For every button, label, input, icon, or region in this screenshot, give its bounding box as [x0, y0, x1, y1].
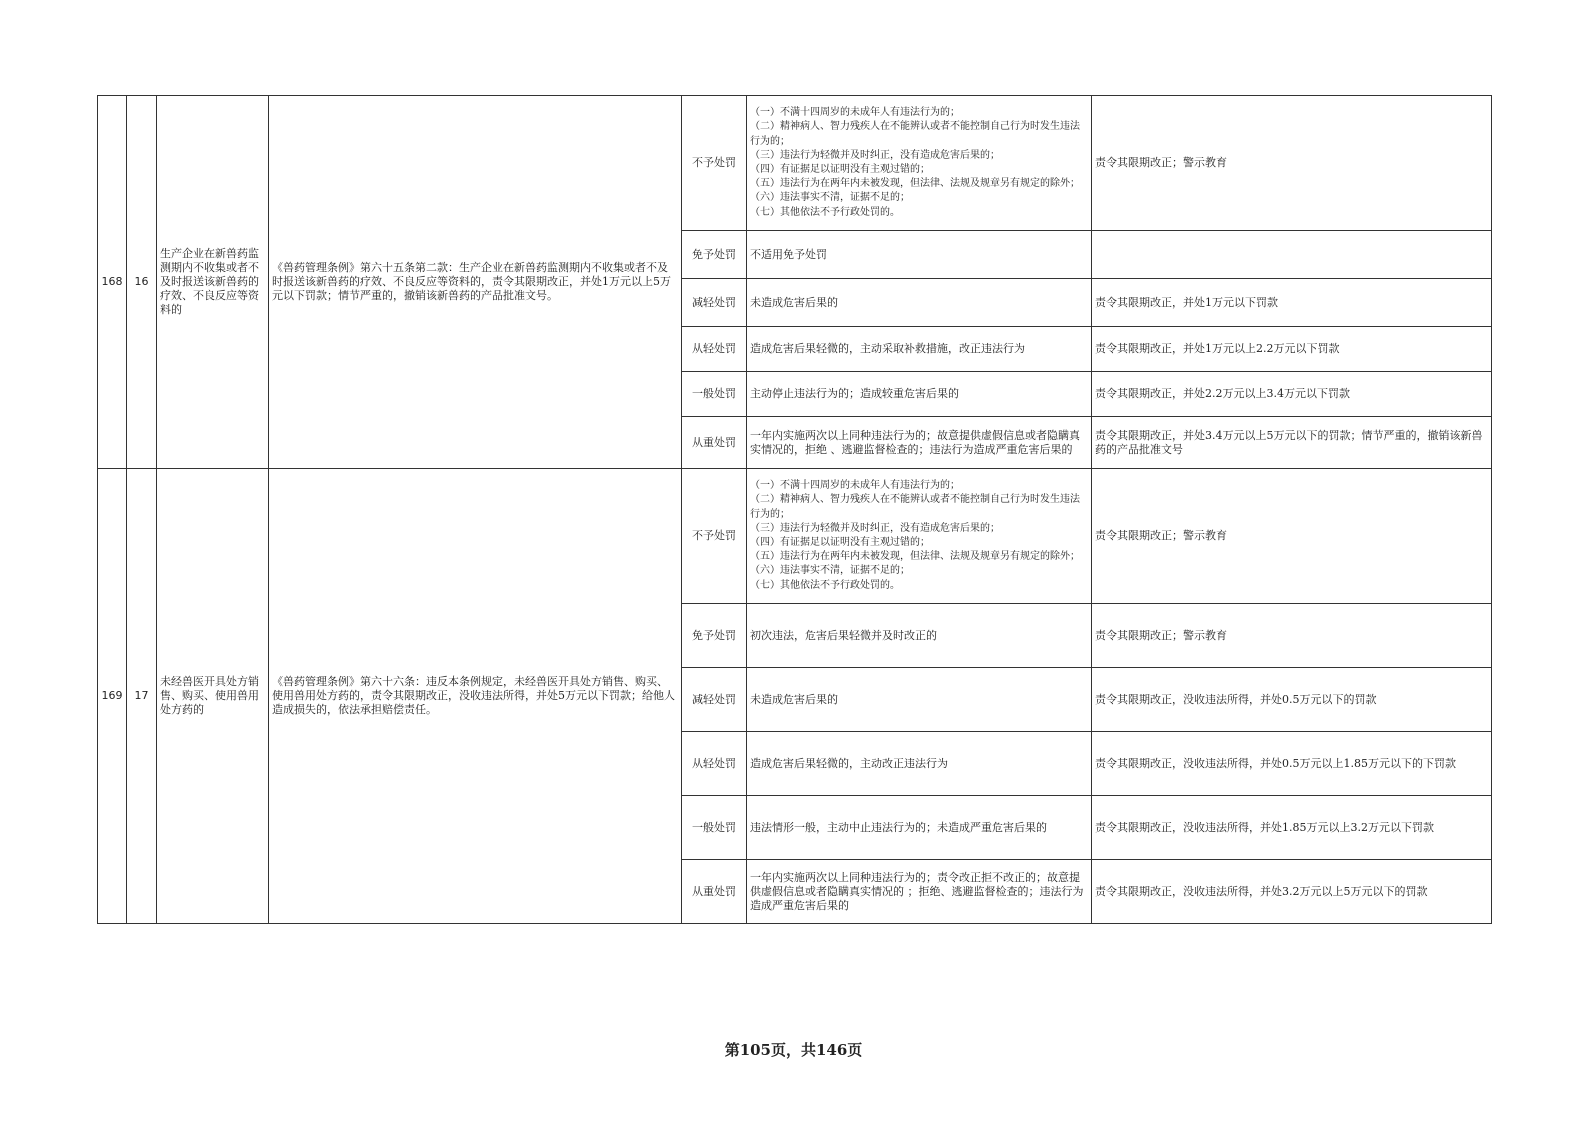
- row-seq: 16: [127, 96, 157, 469]
- condition-line: （六）违法事实不清，证据不足的；: [750, 565, 910, 577]
- penalty-condition: 不适用免予处罚: [747, 231, 1092, 279]
- condition-line: （一）不满十四周岁的未成年人有违法行为的；: [750, 480, 960, 492]
- table-row: [98, 469, 1492, 604]
- table-row: [98, 96, 1492, 231]
- penalty-condition: 未造成危害后果的: [747, 279, 1092, 327]
- penalty-measure: 责令其限期改正，并处3.4万元以上5万元以下的罚款；情节严重的，撤销该新兽药的产品批准文号: [1092, 417, 1492, 469]
- condition-line: （四）有证据足以证明没有主观过错的；: [750, 164, 930, 175]
- penalty-category: 减轻处罚: [682, 279, 747, 327]
- penalty-condition: [747, 469, 1092, 604]
- condition-line: （二）精神病人、智力残疾人在不能辨认或者不能控制自己行为时发生违法行为的；: [750, 494, 1080, 520]
- penalty-category: 从重处罚: [682, 860, 747, 924]
- penalty-condition: 初次违法，危害后果轻微并及时改正的: [747, 604, 1092, 668]
- penalty-measure: 责令其限期改正，没收违法所得，并处3.2万元以上5万元以下的罚款: [1092, 860, 1492, 924]
- penalty-measure: 责令其限期改正；警示教育: [1092, 604, 1492, 668]
- condition-line: （七）其他依法不予行政处罚的。: [750, 579, 900, 591]
- penalty-category: 免予处罚: [682, 231, 747, 279]
- penalty-condition: 主动停止违法行为的；造成较重危害后果的: [747, 372, 1092, 417]
- penalty-condition: 一年内实施两次以上同种违法行为的；责令改正拒不改正的；故意提供虚假信息或者隐瞒真实情况的 ；拒绝、逃避监督检查的；违法行为造成严重危害后果的: [747, 860, 1092, 924]
- violation-subject: 未经兽医开具处方销售、购买、使用兽用处方药的: [157, 469, 269, 924]
- penalty-condition: 造成危害后果轻微的，主动改正违法行为: [747, 732, 1092, 796]
- penalty-measure: 责令其限期改正；警示教育: [1092, 96, 1492, 231]
- condition-line: （五）违法行为在两年内未被发现，但法律、法规及规章另有规定的除外；: [750, 551, 1080, 563]
- penalty-measure: 责令其限期改正，并处2.2万元以上3.4万元以下罚款: [1092, 372, 1492, 417]
- penalty-measure: 责令其限期改正，并处1万元以下罚款: [1092, 279, 1492, 327]
- condition-line: （六）违法事实不清，证据不足的；: [750, 192, 910, 204]
- penalty-condition: 违法情形一般，主动中止违法行为的；未造成严重危害后果的: [747, 796, 1092, 860]
- violation-subject: 生产企业在新兽药监测期内不收集或者不及时报送该新兽药的疗效、不良反应等资料的: [157, 96, 269, 469]
- legal-basis: 《兽药管理条例》第六十五条第二款：生产企业在新兽药监测期内不收集或者不及时报送该新兽药的疗效、不良反应等资料的，责令其限期改正，并处1万元以上5万元以下罚款；情节严重的，撤销该新兽药的产品批准文号。: [269, 96, 682, 469]
- page-number-footer: 第105页，共146页: [724, 1041, 863, 1059]
- penalty-category: 不予处罚: [682, 469, 747, 604]
- penalty-category: 一般处罚: [682, 796, 747, 860]
- row-index: 169: [98, 469, 127, 924]
- condition-line: （四）有证据足以证明没有主观过错的；: [750, 537, 930, 548]
- penalty-measure: 责令其限期改正，并处1万元以上2.2万元以下罚款: [1092, 327, 1492, 372]
- row-seq: 17: [127, 469, 157, 924]
- penalty-table: [97, 95, 1492, 924]
- penalty-category: 免予处罚: [682, 604, 747, 668]
- penalty-condition: 造成危害后果轻微的，主动采取补救措施，改正违法行为: [747, 327, 1092, 372]
- penalty-measure: 责令其限期改正，没收违法所得，并处0.5万元以下的罚款: [1092, 668, 1492, 732]
- condition-line: （三）违法行为轻微并及时纠正，没有造成危害后果的；: [750, 522, 1000, 534]
- condition-line: （五）违法行为在两年内未被发现，但法律、法规及规章另有规定的除外；: [750, 178, 1080, 190]
- penalty-category: 一般处罚: [682, 372, 747, 417]
- penalty-measure: [1092, 231, 1492, 279]
- penalty-condition: 未造成危害后果的: [747, 668, 1092, 732]
- penalty-condition: 一年内实施两次以上同种违法行为的；故意提供虚假信息或者隐瞒真实情况的，拒绝 、逃避监督检查的；违法行为造成严重危害后果的: [747, 417, 1092, 469]
- penalty-category: 减轻处罚: [682, 668, 747, 732]
- row-index: 168: [98, 96, 127, 469]
- penalty-measure: 责令其限期改正；警示教育: [1092, 469, 1492, 604]
- condition-line: （三）违法行为轻微并及时纠正，没有造成危害后果的；: [750, 149, 1000, 161]
- penalty-measure: 责令其限期改正，没收违法所得，并处0.5万元以上1.85万元以下的下罚款: [1092, 732, 1492, 796]
- penalty-category: 从轻处罚: [682, 732, 747, 796]
- penalty-category: 不予处罚: [682, 96, 747, 231]
- penalty-condition: [747, 96, 1092, 231]
- penalty-category: 从轻处罚: [682, 327, 747, 372]
- penalty-category: 从重处罚: [682, 417, 747, 469]
- condition-line: （二）精神病人、智力残疾人在不能辨认或者不能控制自己行为时发生违法行为的；: [750, 121, 1080, 147]
- legal-basis: 《兽药管理条例》第六十六条：违反本条例规定，未经兽医开具处方销售、购买、使用兽用处方药的，责令其限期改正，没收违法所得，并处5万元以下罚款；给他人造成损失的，依法承担赔偿责任。: [269, 469, 682, 924]
- penalty-measure: 责令其限期改正，没收违法所得，并处1.85万元以上3.2万元以下罚款: [1092, 796, 1492, 860]
- condition-line: （一）不满十四周岁的未成年人有违法行为的；: [750, 107, 960, 119]
- condition-line: （七）其他依法不予行政处罚的。: [750, 206, 900, 218]
